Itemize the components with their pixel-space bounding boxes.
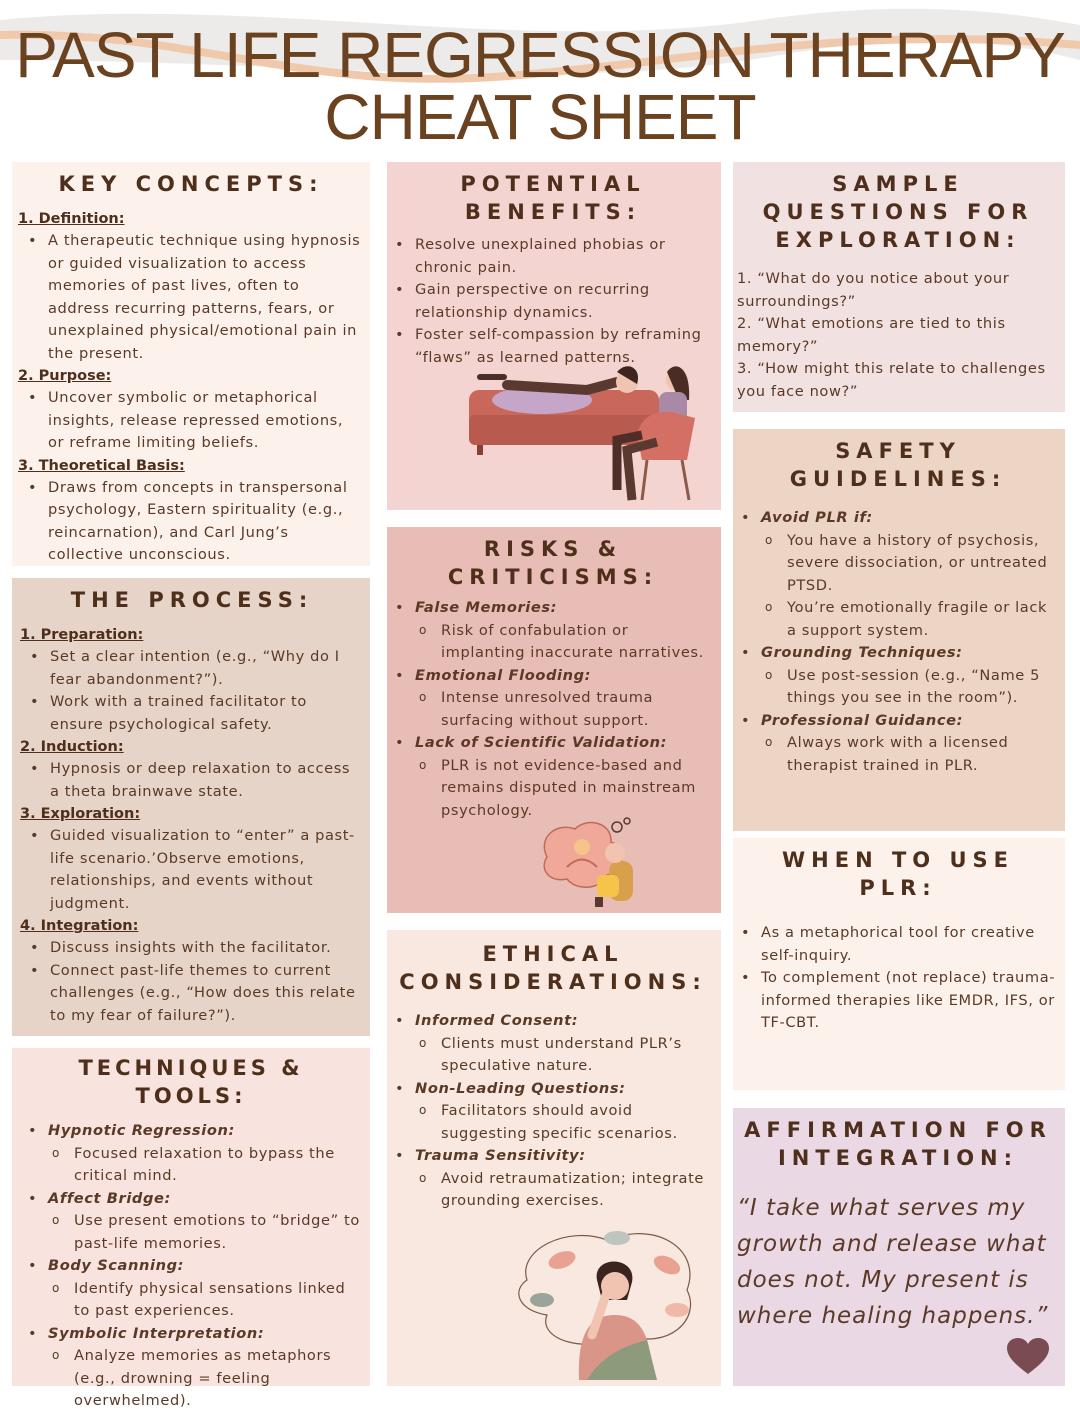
question-line: 3. “How might this relate to challenges you face now?” (737, 360, 1046, 400)
safety-sub: o You’re emotionally fragile or lack a support system. (761, 597, 1059, 642)
page-title (0, 19, 1080, 153)
ethics-title: ETHICAL CONSIDERATIONS: (399, 942, 707, 994)
techniques-panel (12, 1048, 370, 1409)
risk-sub: o Risk of confabulation or implanting inaccurate narratives. (415, 620, 715, 665)
technique-label: Symbolic Interpretation: (48, 1324, 265, 1342)
benefit-bullet: • Foster self-compassion by reframing “flaws” as learned patterns. (385, 324, 715, 369)
anxious-person-illustration (507, 1220, 707, 1380)
process-heading: 3. Exploration: (20, 806, 141, 822)
process-heading: 4. Integration: (20, 918, 139, 934)
key-concepts-heading: 3. Theoretical Basis: (18, 457, 185, 474)
thought-bubble-illustration (537, 817, 647, 909)
risk-label: False Memories: (415, 599, 558, 616)
ethics-sub: o Facilitators should avoid suggesting specific scenarios. (415, 1100, 715, 1145)
technique-label: Hypnotic Regression: (48, 1122, 235, 1139)
question-line: 2. “What emotions are tied to this memory?” (737, 315, 1006, 355)
process-bullet: • Set a clear intention (e.g., “Why do I fear abandonment?”). (20, 646, 364, 691)
benefit-bullet: • Gain perspective on recurring relationship dynamics. (385, 279, 715, 324)
affirmation-title: AFFIRMATION FOR INTEGRATION: (744, 1118, 1052, 1170)
ethics-sub: o Avoid retraumatization; integrate grounding exercises. (415, 1168, 715, 1213)
when-to-use-title: WHEN TO USE PLR: (782, 848, 1014, 900)
process-bullet: • Guided visualization to “enter” a past-life scenario.’Observe emotions, relationships, and events without judgment. (20, 825, 364, 915)
when-to-use-bullet: • To complement (not replace) trauma-informed therapies like EMDR, IFS, or TF-CBT. (731, 967, 1059, 1035)
question-line: 1. “What do you notice about your surroundings?” (737, 270, 1010, 310)
benefits-title: POTENTIAL BENEFITS: (460, 172, 646, 224)
ethics-item (385, 1078, 715, 1146)
key-concepts-panel (12, 162, 370, 566)
technique-sub: o Identify physical sensations linked to past experiences. (48, 1278, 364, 1323)
questions-title: SAMPLE QUESTIONS FOR EXPLORATION: (762, 172, 1034, 252)
safety-label: Grounding Techniques: (761, 644, 963, 661)
risk-sub: o Intense unresolved trauma surfacing without support. (415, 687, 715, 732)
benefit-bullet: • Resolve unexplained phobias or chronic pain. (385, 234, 715, 279)
ethics-label: Trauma Sensitivity: (415, 1147, 586, 1164)
safety-label: Avoid PLR if: (761, 509, 873, 526)
page-title-line2: CHEAT SHEET (324, 81, 756, 153)
technique-label: Body Scanning: (48, 1257, 185, 1274)
benefits-panel (387, 162, 721, 510)
safety-sub: o Use post-session (e.g., “Name 5 things you see in the room”). (761, 665, 1059, 710)
safety-item (731, 507, 1059, 642)
risk-label: Lack of Scientific Validation: (415, 734, 668, 751)
process-heading: 2. Induction: (20, 739, 124, 755)
technique-sub: o Analyze memories as metaphors (e.g., drowning = feeling overwhelmed). (48, 1345, 364, 1413)
process-title: THE PROCESS: (70, 588, 314, 612)
risk-item (385, 732, 715, 822)
ethics-label: Informed Consent: (415, 1012, 579, 1029)
safety-panel (733, 429, 1065, 831)
technique-sub: o Use present emotions to “bridge” to past-life memories. (48, 1210, 364, 1255)
affirmation-panel (733, 1108, 1065, 1386)
process-bullet: • Discuss insights with the facilitator. (20, 937, 364, 960)
safety-label: Professional Guidance: (761, 711, 964, 729)
risk-item (385, 665, 715, 733)
technique-label: Affect Bridge: (48, 1189, 171, 1207)
ethics-item (385, 1010, 715, 1078)
questions-panel (733, 162, 1065, 412)
technique-item (18, 1255, 364, 1323)
technique-item (18, 1188, 364, 1256)
risks-panel (387, 527, 721, 913)
ethics-label: Non-Leading Questions: (415, 1079, 626, 1097)
safety-sub: o Always work with a licensed therapist trained in PLR. (761, 732, 1059, 777)
key-concepts-heading: 2. Purpose: (18, 368, 112, 384)
heart-icon (1007, 1338, 1049, 1376)
safety-item (731, 710, 1059, 778)
page-title-line1: PAST LIFE REGRESSION THERAPY (15, 19, 1065, 91)
risk-sub: o PLR is not evidence-based and remains disputed in mainstream psychology. (415, 755, 715, 823)
therapy-couch-illustration (467, 360, 707, 505)
technique-sub: o Focused relaxation to bypass the critical mind. (48, 1143, 364, 1188)
technique-item (18, 1323, 364, 1413)
safety-title: SAFETY GUIDELINES: (789, 439, 1007, 491)
techniques-title: TECHNIQUES & TOOLS: (78, 1056, 304, 1108)
safety-sub: o You have a history of psychosis, severe dissociation, or untreated PTSD. (761, 530, 1059, 598)
risk-label: Emotional Flooding: (415, 666, 592, 684)
risk-item (385, 597, 715, 665)
process-panel (12, 578, 370, 1036)
key-concepts-heading: 1. Definition: (18, 211, 125, 227)
process-bullet: • Work with a trained facilitator to ensure psychological safety. (20, 691, 364, 736)
key-concepts-bullet: • A therapeutic technique using hypnosis or guided visualization to access memories of past lives, often to address recurring patterns, fears, or unexplained physical/emotional pain in the present. (18, 230, 364, 365)
process-bullet: • Connect past-life themes to current challenges (e.g., “How does this relate to my fear of failure?”). (20, 960, 364, 1028)
risks-title: RISKS & CRITICISMS: (447, 537, 659, 589)
safety-item (731, 642, 1059, 710)
key-concepts-title: KEY CONCEPTS: (58, 172, 324, 196)
ethics-panel (387, 930, 721, 1386)
when-to-use-bullet: • As a metaphorical tool for creative self-inquiry. (731, 922, 1059, 967)
key-concepts-bullet: • Draws from concepts in transpersonal psychology, Eastern spirituality (e.g., reincarnation), and Carl Jung’s collective unconscious. (18, 477, 364, 567)
key-concepts-bullet: • Uncover symbolic or metaphorical insights, release repressed emotions, or reframe limiting beliefs. (18, 387, 364, 455)
ethics-item (385, 1145, 715, 1213)
process-heading: 1. Preparation: (20, 627, 144, 643)
ethics-sub: o Clients must understand PLR’s speculative nature. (415, 1033, 715, 1078)
affirmation-quote: “I take what serves my growth and release what does not. My present is where healing happens.” (737, 1195, 1049, 1329)
when-to-use-panel (733, 838, 1065, 1090)
process-bullet: • Hypnosis or deep relaxation to access a theta brainwave state. (20, 758, 364, 803)
technique-item (18, 1120, 364, 1188)
